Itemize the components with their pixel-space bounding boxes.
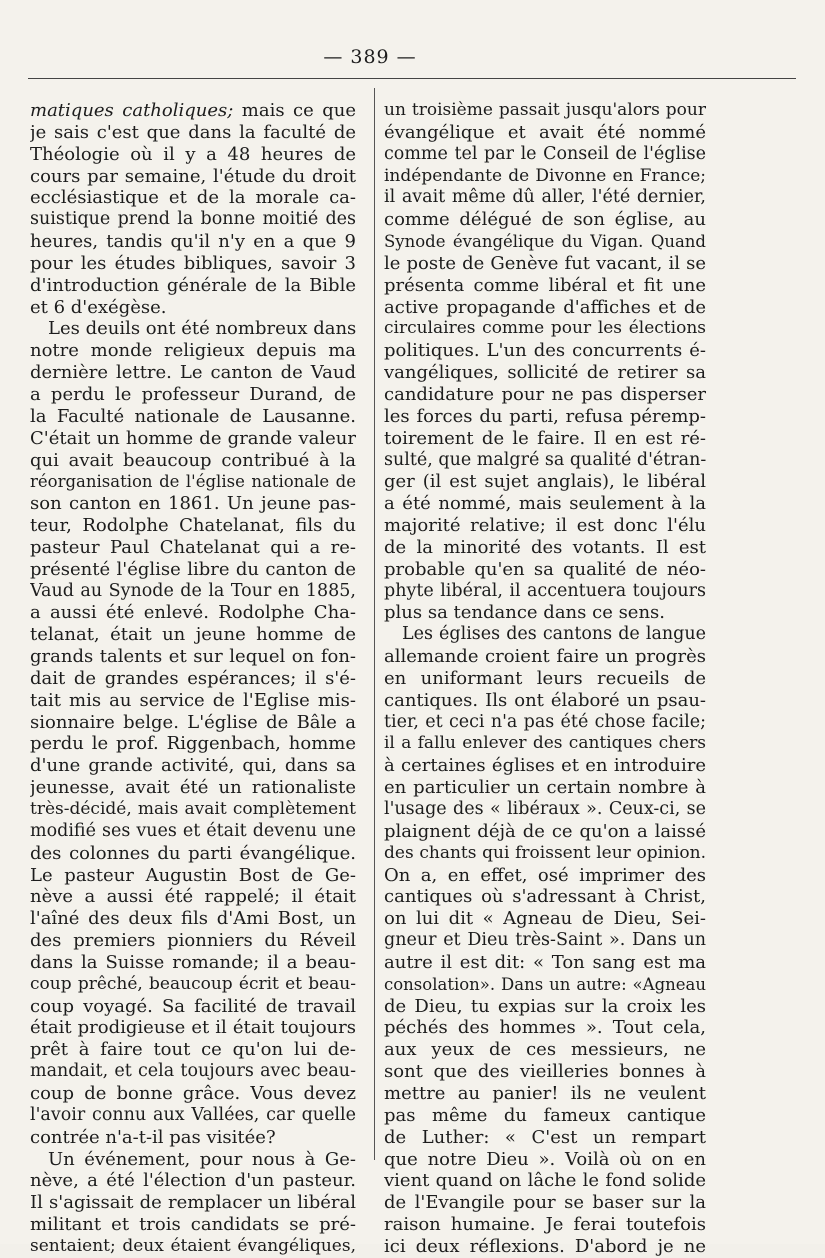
text-line: d'une grande activité, qui, dans sa xyxy=(30,755,356,777)
text-line: le poste de Genève fut vacant, il se xyxy=(384,252,706,274)
text-line: de Dieu, tu expias sur la croix les xyxy=(384,995,706,1017)
left-column xyxy=(30,100,356,1258)
text-line: jeunesse, avait été un rationaliste xyxy=(30,777,356,799)
text-line: ici deux réflexions. D'abord je ne xyxy=(384,1235,706,1257)
text-line: en particulier un certain nombre à xyxy=(384,777,706,799)
text-line: modifié ses vues et était devenu une xyxy=(30,820,356,841)
text-line: indépendante de Divonne en France; xyxy=(384,165,706,186)
text-line: Théologie où il y a 48 heures de xyxy=(30,143,356,165)
text-line: mandait, et cela toujours avec beau- xyxy=(30,1061,356,1082)
text-line: nève a aussi été rappelé; il était xyxy=(30,886,356,908)
text-line: des premiers pionniers du Réveil xyxy=(30,930,356,952)
text-line: Vaud au Synode de la Tour en 1885, xyxy=(30,580,356,601)
text-line: plaignent déjà de ce qu'on a laissé xyxy=(384,820,706,842)
text-line: consolation». Dans un autre: «Agneau xyxy=(384,974,706,994)
text-line: sont que des vieilleries bonnes à xyxy=(384,1061,706,1083)
column-divider xyxy=(374,88,375,1160)
text-line: coup voyagé. Sa facilité de travail xyxy=(30,995,356,1017)
text-line: un troisième passait jusqu'alors pour xyxy=(384,100,706,120)
text-line: coup prêché, beaucoup écrit et beau- xyxy=(30,973,356,994)
text-line: des colonnes du parti évangélique. xyxy=(30,842,356,864)
text-line: gneur et Dieu très-Saint ». Dans un xyxy=(384,930,706,951)
text-line: a été nommé, mais seulement à la xyxy=(384,493,706,515)
text-line: cantiques. Ils ont élaboré un psau- xyxy=(384,689,706,711)
text-line: Un événement, pour nous à Ge- xyxy=(48,1148,356,1170)
text-line: Les églises des cantons de langue xyxy=(402,624,706,645)
text-line: coup de bonne grâce. Vous devez xyxy=(30,1082,356,1104)
text-line: la Faculté nationale de Lausanne. xyxy=(30,405,356,427)
text-line: pas même du fameux cantique xyxy=(384,1104,706,1126)
text-line: l'avoir connu aux Vallées, car quelle xyxy=(30,1104,356,1125)
text-line: présenté l'église libre du canton de xyxy=(30,558,356,580)
text-line: raison humaine. Je ferai toutefois xyxy=(384,1214,706,1236)
text-line: ecclésiastique et de la morale ca- xyxy=(30,187,356,209)
text-line: sentaient; deux étaient évangéliques, xyxy=(30,1235,356,1256)
text-line: Il s'agissait de remplacer un libéral xyxy=(30,1192,356,1214)
text-line: son canton en 1861. Un jeune pas- xyxy=(30,493,356,515)
text-line: militant et trois candidats se pré- xyxy=(30,1214,356,1236)
text-line: active propagande d'affiches et de xyxy=(384,296,706,318)
text-line: a perdu le professeur Durand, de xyxy=(30,383,356,405)
text-line: Le pasteur Augustin Bost de Ge- xyxy=(30,864,356,886)
text-line: Les deuils ont été nombreux dans xyxy=(48,318,356,340)
text-line: comme délégué de son église, au xyxy=(384,209,706,231)
text-line: suistique prend la bonne moitié des xyxy=(30,209,356,230)
text-line: C'était un homme de grande valeur xyxy=(30,427,356,449)
text-line: comme tel par le Conseil de l'église xyxy=(384,143,706,164)
text-line: plus sa tendance dans ce sens. xyxy=(384,602,666,624)
text-line: toirement de le faire. Il en est ré- xyxy=(384,427,706,449)
text-line: circulaires comme pour les élections xyxy=(384,318,706,339)
text-line: allemande croient faire un progrès xyxy=(384,646,706,668)
text-line: présenta comme libéral et fit une xyxy=(384,274,706,296)
text-line: de Luther: « C'est un rempart xyxy=(384,1126,706,1148)
text-line: réorganisation de l'église nationale de xyxy=(30,472,356,492)
text-line: de la minorité des votants. Il est xyxy=(384,536,706,558)
text-line: qui avait beaucoup contribué à la xyxy=(30,449,356,471)
text-line: On a, en effet, osé imprimer des xyxy=(384,864,706,886)
text-line: phyte libéral, il accentuera toujours xyxy=(384,580,706,601)
text-line: candidature pour ne pas disperser xyxy=(384,383,706,405)
text-line: perdu le prof. Riggenbach, homme xyxy=(30,733,356,755)
text-line: en uniformant leurs recueils de xyxy=(384,667,706,689)
text-line: contrée n'a-t-il pas visitée? xyxy=(30,1126,276,1148)
text-line: les forces du parti, refusa péremp- xyxy=(384,405,706,427)
text-line: que notre Dieu ». Voilà où on en xyxy=(384,1148,706,1170)
text-line: heures, tandis qu'il n'y en a que 9 xyxy=(30,231,356,253)
text-line: matiques catholiques; mais ce que xyxy=(30,100,356,121)
text-line: ger (il est sujet anglais), le libéral xyxy=(384,471,706,493)
text-line: il avait même dû aller, l'été dernier, xyxy=(384,187,706,208)
text-line: vient quand on lâche le fond solide xyxy=(384,1170,706,1192)
text-line: prêt à faire tout ce qu'on lui de- xyxy=(30,1039,356,1061)
text-line: l'aîné des deux fils d'Ami Bost, un xyxy=(30,908,356,930)
text-line: a aussi été enlevé. Rodolphe Cha- xyxy=(30,602,356,624)
text-line: notre monde religieux depuis ma xyxy=(30,340,356,362)
text-line: vangéliques, sollicité de retirer sa xyxy=(384,362,706,384)
text-line: dait de grandes espérances; il s'é- xyxy=(30,667,356,689)
text-line: dernière lettre. Le canton de Vaud xyxy=(30,362,356,384)
text-line: évangélique et avait été nommé xyxy=(384,121,706,143)
text-line: et 6 d'exégèse. xyxy=(30,296,167,318)
text-line: dans la Suisse romande; il a beau- xyxy=(30,951,356,973)
text-line: nève, a été l'élection d'un pasteur. xyxy=(30,1170,356,1192)
right-column xyxy=(384,100,706,1258)
text-line: des chants qui froissent leur opinion. xyxy=(384,842,706,863)
text-line: sulté, que malgré sa qualité d'étran- xyxy=(384,449,706,470)
text-line: mettre au panier! ils ne veulent xyxy=(384,1082,706,1104)
text-line: tait mis au service de l'Eglise mis- xyxy=(30,689,356,711)
text-line: politiques. L'un des concurrents é- xyxy=(384,340,706,362)
text-line: l'usage des « libéraux ». Ceux-ci, se xyxy=(384,799,706,819)
text-line: majorité relative; il est donc l'élu xyxy=(384,515,706,537)
text-line: tier, et ceci n'a pas été chose facile; xyxy=(384,711,706,732)
text-line: pasteur Paul Chatelanat qui a re- xyxy=(30,536,356,558)
text-line: Synode évangélique du Vigan. Quand xyxy=(384,232,706,252)
text-line: teur, Rodolphe Chatelanat, fils du xyxy=(30,515,356,537)
text-line: cours par semaine, l'étude du droit xyxy=(30,165,356,187)
text-line: très-décidé, mais avait complètement xyxy=(30,799,356,819)
text-line: telanat, était un jeune homme de xyxy=(30,624,356,646)
text-line: on lui dit « Agneau de Dieu, Sei- xyxy=(384,908,706,930)
text-line: d'introduction générale de la Bible xyxy=(30,274,356,296)
text-line: il a fallu enlever des cantiques chers xyxy=(384,733,706,754)
text-line: sionnaire belge. L'église de Bâle a xyxy=(30,711,356,733)
text-line: probable qu'en sa qualité de néo- xyxy=(384,558,706,580)
text-line: pour les études bibliques, savoir 3 xyxy=(30,252,356,274)
text-line: je sais c'est que dans la faculté de xyxy=(30,121,356,143)
header-rule xyxy=(28,78,796,79)
text-line: péchés des hommes ». Tout cela, xyxy=(384,1017,706,1039)
text-line: aux yeux de ces messieurs, ne xyxy=(384,1039,706,1061)
text-line: était prodigieuse et il était toujours xyxy=(30,1017,356,1039)
page-number: — 389 — xyxy=(323,46,417,68)
text-line: grands talents et sur lequel on fon- xyxy=(30,646,356,668)
text-line: de l'Evangile pour se baser sur la xyxy=(384,1192,706,1214)
text-line: autre il est dit: « Ton sang est ma xyxy=(384,951,706,973)
text-line: à certaines églises et en introduire xyxy=(384,755,706,777)
text-line: cantiques où s'adressant à Christ, xyxy=(384,886,706,908)
